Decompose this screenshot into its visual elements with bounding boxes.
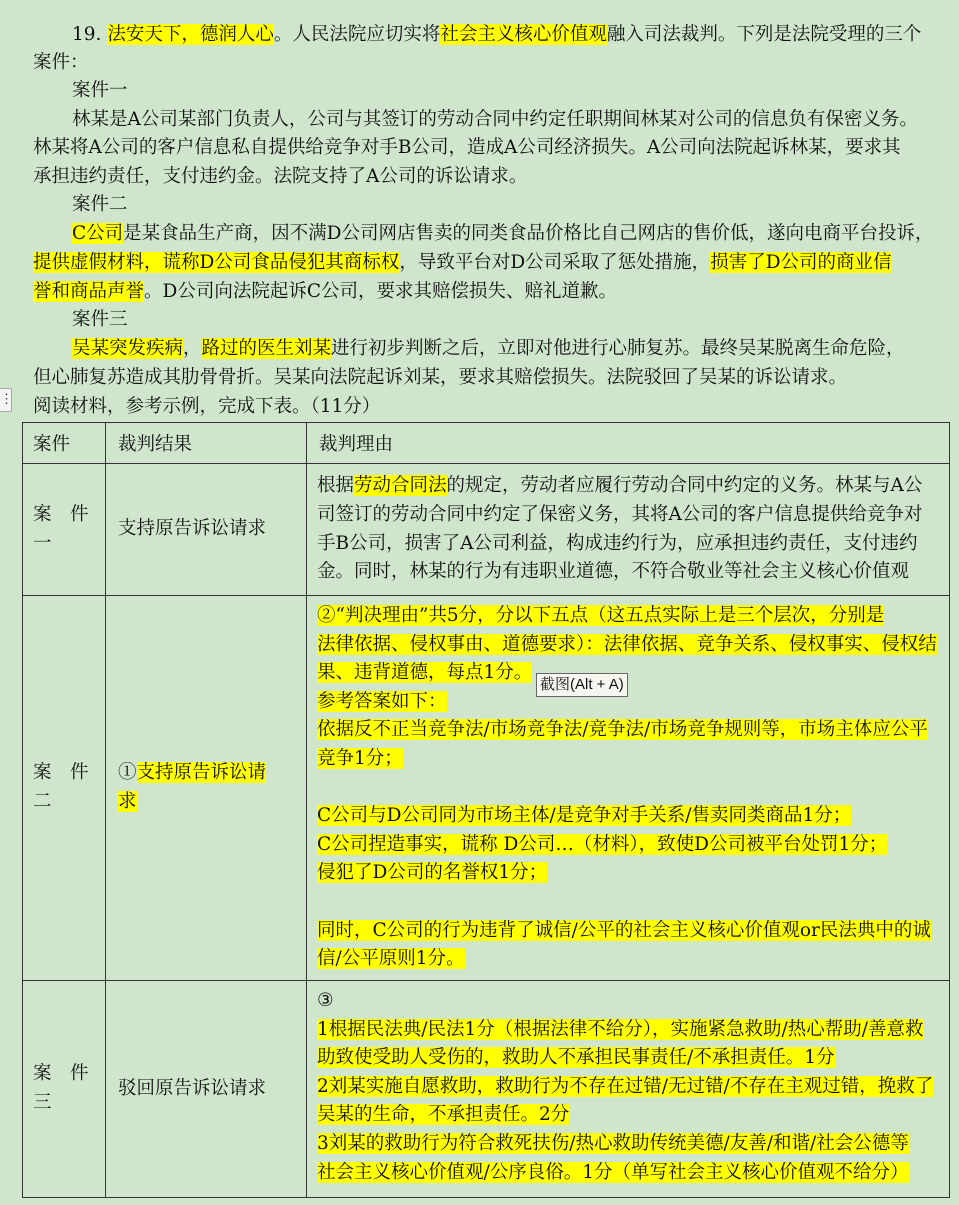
highlighted-text: 劳动合同法 [354, 475, 447, 497]
highlighted-text: 侵犯了D公司的名誉权1分； [317, 862, 548, 884]
highlighted-text: 支持原告诉讼请 [136, 762, 267, 784]
highlighted-text: 依据反不正当竞争法/市场竞争法/竞争法/市场竞争规则等，市场主体应公平 [317, 719, 928, 741]
text-line [72, 191, 128, 218]
highlighted-text: 吴某突发疾病 [72, 338, 184, 359]
result-line [118, 788, 306, 817]
text-segment: 的规定，劳动者应履行劳动合同中约定的义务。林某与A公 [446, 475, 923, 497]
text-segment: ， [183, 338, 202, 359]
case-label-cell [23, 464, 106, 596]
text-line [33, 364, 847, 391]
text-line [72, 21, 921, 48]
reason-line [317, 1159, 939, 1188]
text-segment: 。D公司向法院起诉C公司，要求其赔偿损失、赔礼道歉。 [144, 281, 618, 302]
text-segment: 融入司法裁判。下列是法院受理的三个 [606, 24, 922, 45]
reason-line [317, 831, 939, 860]
result-cell [106, 981, 307, 1198]
text-segment: 。人民法院应切实将 [273, 24, 441, 45]
text-line [72, 77, 128, 104]
highlighted-text: 信/公平原则1分。 [317, 948, 465, 970]
highlighted-text: 路过的医生刘某 [201, 338, 332, 359]
text-segment: 案件： [33, 52, 89, 73]
table-row [23, 981, 950, 1198]
reason-line [317, 472, 939, 501]
highlighted-text: 1根据民法典/民法1分（根据法律不给分），实施紧急救助/热心帮助/善意救 [317, 1018, 924, 1040]
text-segment: 驳回原告诉讼请求 [118, 1077, 267, 1099]
table-row [23, 596, 950, 981]
highlighted-text: 社会主义核心价值观/公序良俗。1分（单写社会主义核心价值观不给分） [317, 1161, 909, 1183]
header-reason: 裁判理由 [307, 423, 950, 464]
case-label: 一 [33, 532, 52, 554]
text-line [72, 335, 905, 362]
text-line [33, 49, 89, 76]
highlighted-text: 法安天下，德润人心 [107, 24, 274, 45]
text-segment: 手B公司，损害了A公司利益，构成违约行为，应承担违约责任，支付违约 [317, 532, 918, 554]
case-label-cell [23, 981, 106, 1198]
text-line [33, 134, 901, 161]
text-segment: 林某将A公司的客户信息私自提供给竞争对手B公司，造成A公司经济损失。A公司向法院起诉林某，要求其 [33, 137, 901, 158]
result-line [118, 759, 306, 788]
answer-table [22, 422, 950, 1198]
text-line [33, 393, 380, 420]
highlighted-text: 誉和商品声誉 [33, 281, 145, 302]
text-line [33, 249, 892, 276]
highlighted-text: 竞争1分； [317, 747, 403, 769]
highlighted-text: 助致使受助人受伤的，救助人不承担民事责任/不承担责任。1分 [317, 1047, 835, 1069]
text-segment: 承担违约责任，支付违约金。法院支持了A公司的诉讼请求。 [33, 166, 528, 187]
text-line [72, 106, 918, 133]
text-segment: 但心肺复苏造成其肋骨骨折。吴某向法院起诉刘某，要求其赔偿损失。法院驳回了吴某的诉讼请求。 [33, 367, 848, 388]
reason-line [317, 745, 939, 774]
text-segment: ① [118, 762, 137, 784]
highlighted-text: C公司 [72, 223, 124, 244]
header-result: 裁判结果 [106, 423, 307, 464]
text-segment: 阅读材料，参考示例，完成下表。（11分） [33, 396, 381, 417]
highlighted-text: C公司捏造事实，谎称 D公司…（材料），致使D公司被平台处罚1分； [317, 833, 888, 855]
highlighted-text: C公司与D公司同为市场主体/是竞争对手关系/售卖同类商品1分； [317, 805, 852, 827]
reason-cell [307, 464, 950, 596]
text-segment: 进行初步判断之后，立即对他进行心肺复苏。最终吴某脱离生命危险， [331, 338, 905, 359]
table-header-row [23, 423, 950, 464]
case-label: 案 件 [33, 1063, 89, 1085]
reason-line [317, 1130, 939, 1159]
text-segment: 19. [72, 24, 108, 45]
text-segment: ，导致平台对D公司采取了惩处措施， [399, 252, 711, 273]
reason-line [317, 945, 939, 974]
case-label: 三 [33, 1092, 52, 1113]
text-line [33, 278, 617, 305]
case-label: 案 件 [33, 503, 89, 525]
text-line [72, 220, 934, 247]
text-line [33, 163, 527, 190]
text-line [72, 306, 128, 333]
reason-line [317, 1016, 939, 1045]
highlighted-text: 求 [118, 791, 137, 812]
reason-line [317, 659, 939, 688]
text-segment: 是某食品生产商，因不满D公司网店售卖的同类食品价格比自己网店的售价低，遂向电商平台投诉， [123, 223, 934, 244]
reason-line [317, 530, 939, 559]
reason-line [317, 716, 939, 745]
screenshot-tooltip: 截图(Alt + A) [536, 673, 628, 697]
case-label-cell [23, 596, 106, 981]
case-label: 案 件 [33, 762, 89, 784]
text-segment: 根据 [317, 475, 355, 497]
result-cell [106, 464, 307, 596]
reason-line [317, 774, 939, 803]
reason-line [317, 631, 939, 660]
highlighted-text: 吴某的生命，不承担责任。2分 [317, 1104, 570, 1126]
highlighted-text: 2刘某实施自愿救助，救助行为不存在过错/无过错/不存在主观过错，挽救了 [317, 1075, 934, 1097]
reason-line [317, 602, 939, 631]
reason-line [317, 802, 939, 831]
text-segment: 案件三 [72, 309, 128, 330]
highlighted-text: 3刘某的救助行为符合救死扶伤/热心救助传统美德/友善/和谐/社会公德等 [317, 1132, 909, 1154]
highlighted-text: 社会主义核心价值观 [440, 24, 607, 45]
case-label: 二 [33, 791, 52, 812]
text-segment: 林某是A公司某部门负责人，公司与其签订的劳动合同中约定任职期间林某对公司的信息负有保密义务。 [72, 109, 918, 130]
reason-cell [307, 981, 950, 1198]
reason-line [317, 1101, 939, 1130]
reason-line [317, 888, 939, 917]
text-segment: 金。同时，林某的行为有违职业道德，不符合敬业等社会主义核心价值观 [317, 561, 910, 583]
reason-line [317, 1044, 939, 1073]
highlighted-text: ②“判决理由”共5分，分以下五点（这五点实际上是三个层次，分别是 [317, 605, 885, 626]
reason-line [317, 688, 939, 717]
text-segment: 案件一 [72, 80, 128, 101]
reason-line [317, 501, 939, 530]
text-segment: ③ [317, 990, 334, 1011]
text-segment: 司签订的劳动合同中约定了保密义务，其将A公司的客户信息提供给竞争对 [317, 503, 923, 525]
text-segment: 支持原告诉讼请求 [118, 518, 267, 540]
header-case: 案件 [23, 423, 106, 464]
text-segment: 案件二 [72, 194, 128, 215]
reason-line [317, 859, 939, 888]
highlighted-text: 提供虚假材料，谎称D公司食品侵犯其商标权 [33, 252, 400, 273]
highlighted-text: 法律依据、侵权事由、道德要求）：法律依据、竞争关系、侵权事实、侵权结 [317, 633, 937, 655]
reason-line [317, 987, 939, 1016]
highlighted-text: 参考答案如下： [317, 690, 447, 712]
highlighted-text: 果、违背道德，每点1分。 [317, 662, 533, 684]
reason-line [317, 558, 939, 587]
highlighted-text: 损害了D公司的商业信 [710, 252, 892, 273]
result-line [118, 515, 306, 544]
table-row [23, 464, 950, 596]
reason-line [317, 917, 939, 946]
result-cell [106, 596, 307, 981]
reason-cell [307, 596, 950, 981]
highlighted-text: 同时，C公司的行为违背了诚信/公平的社会主义核心价值观or民法典中的诚 [317, 919, 931, 941]
drag-handle-icon[interactable]: ⋮ [0, 388, 12, 412]
reason-line [317, 1073, 939, 1102]
result-line [118, 1075, 306, 1104]
